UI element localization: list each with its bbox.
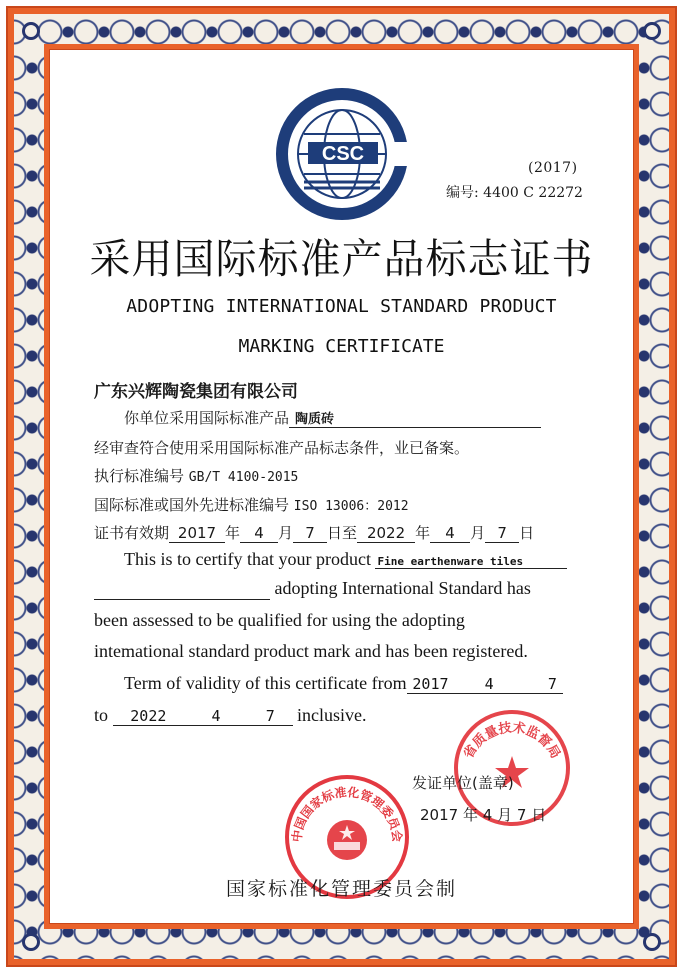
right-seal-text: 省质量技术监督局 — [461, 720, 563, 762]
zh-product-prefix: 你单位采用国际标准产品 — [124, 409, 290, 427]
en-adopting-text: adopting International Standard has — [274, 578, 531, 598]
en-to-line — [94, 705, 367, 726]
title-english-line1: ADOPTING INTERNATIONAL STANDARD PRODUCT — [126, 296, 557, 317]
zh-to-month: 4 — [430, 524, 470, 543]
zh-from-month: 4 — [240, 524, 278, 543]
en-validity-text: Term of validity of this certificate from — [124, 673, 407, 693]
en-certify-text: This is to certify that your product — [124, 549, 371, 569]
left-seal-text: 中国国家标准化管理委员会 — [289, 785, 405, 843]
certificate-number — [446, 182, 583, 202]
en-product-value: Fine earthenware tiles — [375, 555, 567, 569]
logo-text: CSC — [321, 143, 365, 165]
footer-organization: 国家标准化管理委员会制 — [225, 878, 457, 900]
en-blank-field — [94, 578, 270, 600]
issuer-label: 发证单位(盖章) — [412, 774, 514, 792]
zh-to-year: 2022 — [357, 524, 415, 543]
zh-month-char: 月 — [278, 524, 294, 542]
zh-standard-line — [94, 465, 298, 486]
zh-day-to-char: 日至 — [327, 524, 358, 542]
en-certify-line — [124, 549, 567, 570]
zh-intl-standard-line — [94, 494, 409, 515]
en-adopting-line — [94, 578, 531, 600]
zh-standard-value: GB/T 4100-2015 — [188, 470, 299, 485]
title-english-line2: MARKING CERTIFICATE — [238, 336, 445, 357]
issue-day: 7 — [516, 806, 527, 824]
zh-approval-line: 经审查符合使用采用国际标准产品标志条件，业已备案。 — [94, 439, 470, 457]
certificate-year: (2017) — [528, 160, 578, 176]
issue-month: 4 — [482, 806, 493, 824]
certificate-number-label: 编号: — [446, 185, 479, 201]
en-validity-line — [124, 673, 563, 694]
en-assessed-line: been assessed to be qualified for using the adopting — [94, 610, 465, 630]
zh-product-value: 陶质砖 — [289, 408, 541, 428]
company-name: 广东兴辉陶瓷集团有限公司 — [94, 382, 298, 402]
zh-year-char: 年 — [225, 524, 241, 542]
issue-month-char: 月 — [497, 806, 513, 824]
zh-month-char-2: 月 — [470, 524, 486, 542]
zh-product-line — [124, 407, 541, 428]
zh-day-char: 日 — [519, 524, 535, 542]
issue-year: 2017 — [420, 806, 459, 824]
zh-from-year: 2017 — [169, 524, 225, 543]
zh-intl-standard-label: 国际标准或国外先进标准编号 — [94, 496, 290, 514]
zh-validity-line — [94, 522, 534, 543]
globe-csc-logo-icon — [274, 86, 410, 222]
en-from-date: 2017 4 7 — [407, 675, 563, 694]
zh-intl-standard-value: ISO 13006：2012 — [293, 499, 409, 514]
issue-day-char: 日 — [531, 806, 547, 824]
title-chinese: 采用国际标准产品标志证书 — [89, 235, 594, 283]
zh-from-day: 7 — [293, 524, 327, 543]
issue-year-char: 年 — [462, 806, 478, 824]
issue-date — [420, 804, 546, 825]
certificate-number-value: 4400 C 22272 — [483, 185, 583, 201]
zh-standard-label: 执行标准编号 — [94, 467, 185, 485]
en-to-label: to — [94, 705, 109, 725]
zh-validity-label: 证书有效期 — [94, 524, 170, 542]
en-to-date: 2022 4 7 — [113, 707, 293, 726]
en-registered-line: intemational standard product mark and has been registered. — [94, 641, 528, 661]
zh-to-day: 7 — [485, 524, 519, 543]
zh-year-char-2: 年 — [415, 524, 431, 542]
en-inclusive: inclusive. — [297, 705, 367, 725]
